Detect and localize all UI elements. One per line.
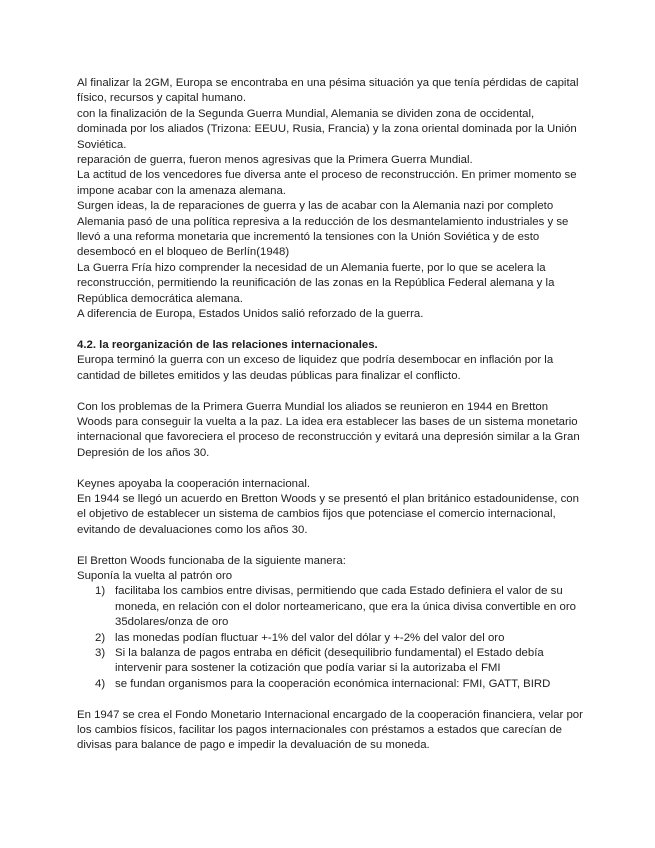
document-page xyxy=(77,76,583,754)
paragraph: La Guerra Fría hizo comprender la necesidad de un Alemania fuerte, por lo que se acelera la reconstrucción, permitiendo la reunificación de las zonas en la República Federal alemana y la República democrática alemana. xyxy=(77,261,555,305)
list-item-text: Si la balanza de pagos entraba en déficit (desequilibrio fundamental) el Estado debía intervenir para sostener la cotización que podía variar si la autorizaba el FMI xyxy=(115,646,544,675)
paragraph: Keynes apoyaba la cooperación internacional. xyxy=(77,477,311,490)
list-number: 3) xyxy=(95,646,106,659)
list-item-text: facilitaba los cambios entre divisas, permitiendo que cada Estado definiera el valor de su moneda, en relación con el dolor norteamericano, que era la única divisa convertible en oro 35dolares/onza de oro xyxy=(115,585,576,629)
paragraph: El Bretton Woods funcionaba de la siguiente manera: xyxy=(77,554,346,567)
list-item xyxy=(95,584,583,630)
list-number: 4) xyxy=(95,677,106,690)
paragraph: Europa terminó la guerra con un exceso de liquidez que podría desembocar en inflación por la cantidad de billetes emitidos y las deudas públicas para finalizar el conflicto. xyxy=(77,354,554,382)
paragraph: Suponía la vuelta al patrón oro xyxy=(77,569,233,582)
section-heading: 4.2. la reorganización de las relaciones internacionales. xyxy=(77,338,378,351)
list-item-text: se fundan organismos para la cooperación económica internacional: FMI, GATT, BIRD xyxy=(115,677,551,690)
paragraph: reparación de guerra, fueron menos agresivas que la Primera Guerra Mundial. xyxy=(77,154,473,167)
list-item-text: las monedas podían fluctuar +-1% del valor del dólar y +-2% del valor del oro xyxy=(115,631,505,644)
numbered-list xyxy=(77,584,583,692)
paragraph: Con los problemas de la Primera Guerra Mundial los aliados se reunieron en 1944 en Bretton Woods para conseguir la vuelta a la paz. La idea era establecer las bases de un sistema monetario internacional que favoreciera el proceso de reconstrucción y evitará una depresión similar a la Gran Depresión de los años 30. xyxy=(77,400,580,459)
paragraph: con la finalización de la Segunda Guerra Mundial, Alemania se dividen zona de occidental, dominada por los aliados (Trizona: EEUU, Rusia, Francia) y la zona oriental dominada por la Unión Soviética. xyxy=(77,107,577,151)
paragraph: A diferencia de Europa, Estados Unidos salió reforzado de la guerra. xyxy=(77,308,424,321)
paragraph: Al finalizar la 2GM, Europa se encontraba en una pésima situación ya que tenía pérdidas de capital físico, recursos y capital humano. xyxy=(77,77,579,105)
list-item xyxy=(95,646,583,677)
list-item xyxy=(95,677,583,692)
paragraph: En 1947 se crea el Fondo Monetario Internacional encargado de la cooperación financiera, velar por los cambios físicos, facilitar los pagos internacionales con préstamos a estados que carecían de divisas para balance de pago e impedir la devaluación de su moneda. xyxy=(77,708,583,752)
paragraph: En 1944 se llegó un acuerdo en Bretton Woods y se presentó el plan británico estadounidense, con el objetivo de establecer un sistema de cambios fijos que potenciase el comercio internacional, evitando de devaluaciones como los años 30. xyxy=(77,492,579,536)
list-item xyxy=(95,631,583,646)
list-number: 1) xyxy=(95,585,106,598)
paragraph: La actitud de los vencedores fue diversa ante el proceso de reconstrucción. En primer momento se impone acabar con la amenaza alemana. xyxy=(77,169,577,197)
paragraph: Surgen ideas, la de reparaciones de guerra y las de acabar con la Alemania nazi por completo Alemania pasó de una política represiva a la reducción de los desmantelamiento industriales y se llevó a una reforma monetaria que incrementó la tensiones con la Unión Soviética y de esto desembocó en el bloqueo de Berlín(1948) xyxy=(77,200,569,259)
list-number: 2) xyxy=(95,631,106,644)
intro-block xyxy=(77,76,583,323)
